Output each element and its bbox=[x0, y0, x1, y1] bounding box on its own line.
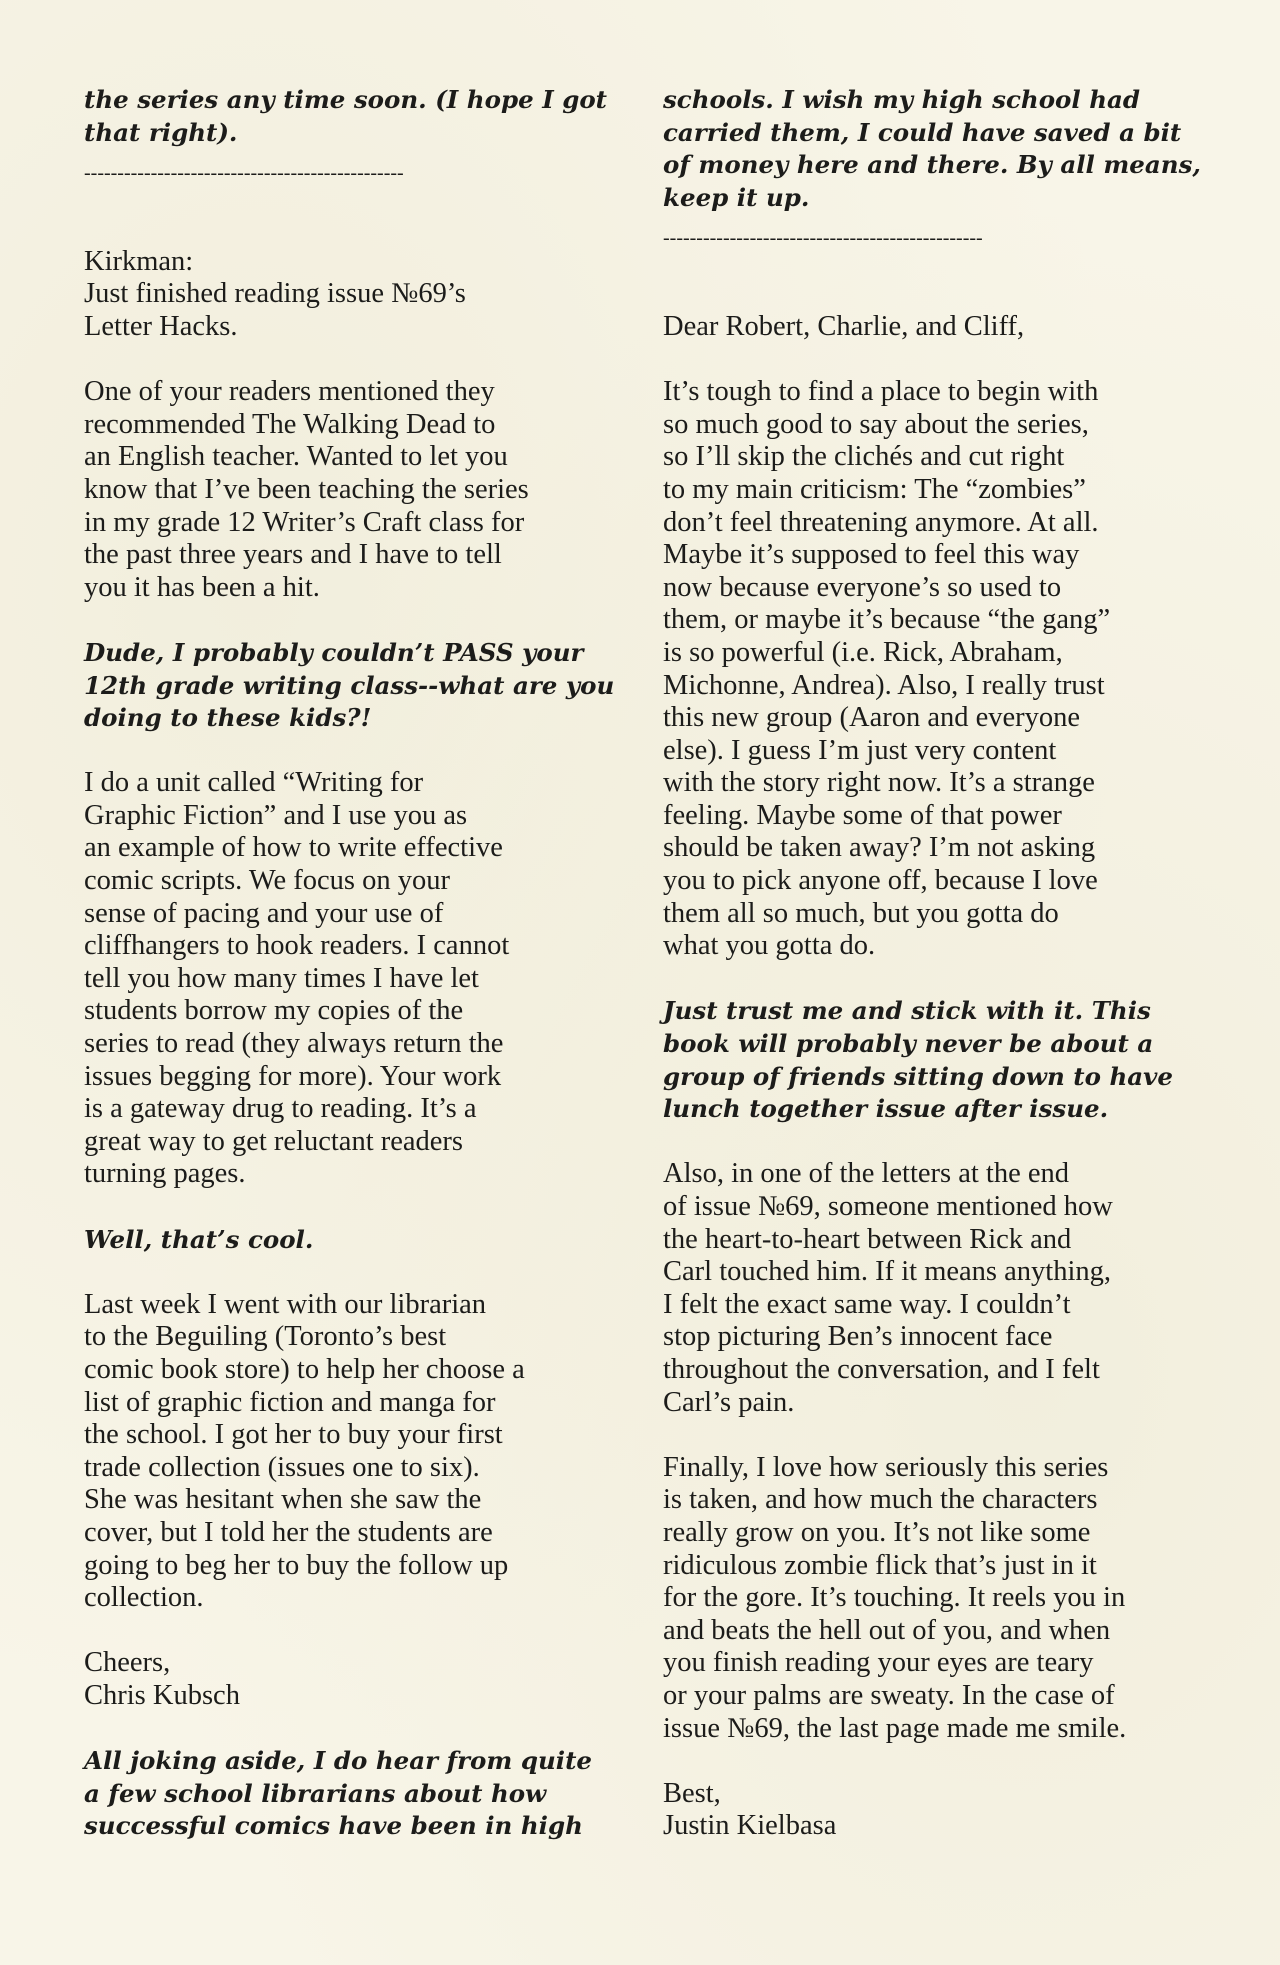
letter-divider: ------------------------------------------------ bbox=[663, 227, 983, 250]
editor-reply: Just trust me and stick with it. This book will probably never be about a group of friends sitting down to have lunch together issue after issue. bbox=[663, 996, 1173, 1124]
editor-reply: Well, that’s cool. bbox=[84, 1224, 314, 1254]
letter-salutation: Kirkman: Just finished reading issue №69’s Letter Hacks. bbox=[84, 245, 466, 342]
left-column bbox=[84, 84, 624, 1843]
editor-reply: All joking aside, I do hear from quite a few school librarians about how successful comics have been in high bbox=[84, 1746, 592, 1841]
letter-divider: ------------------------------------------------ bbox=[84, 162, 404, 185]
editor-reply-continued: schools. I wish my high school had carried them, I could have saved a bit of money here and there. By all means, keep it up. bbox=[663, 85, 1201, 212]
right-column bbox=[663, 84, 1203, 1843]
letter-signoff: Cheers, Chris Kubsch bbox=[84, 1647, 240, 1711]
letter-paragraph: It’s tough to find a place to begin with so much good to say about the series, so I’ll skip the clichés and cut right to my main criticism: The “zombies” don’t feel threatening anymore. At all. Maybe it’s supposed to feel this way now because everyone’s so used to them, or maybe it’s because “the gang” is so powerful (i.e. Rick, Abraham, Michonne, Andrea). Also, I really trust this new group (Aaron and everyone else). I guess I’m just very content with the story right now. It’s a strange feeling. Maybe some of that power should be taken away? I’m not asking you to pick anyone off, because I love them all so much, but you gotta do what you gotta do. bbox=[663, 376, 1111, 962]
letter-paragraph: Also, in one of the letters at the end of issue №69, someone mentioned how the heart-to-heart between Rick and Carl touched him. If it means anything, I felt the exact same way. I couldn’t stop picturing Ben’s innocent face throughout the conversation, and I felt Carl’s pain. bbox=[663, 1158, 1113, 1418]
letter-paragraph: Finally, I love how seriously this series is taken, and how much the characters really grow on you. It’s not like some ridiculous zombie flick that’s just in it for the gore. It’s touching. It reels you in and beats the hell out of you, and when you finish reading your eyes are teary or your palms are sweaty. In the case of issue №69, the last page made me smile. bbox=[663, 1451, 1127, 1744]
editor-reply-continued: the series any time soon. (I hope I got that right). bbox=[84, 85, 607, 147]
letter-paragraph: Last week I went with our librarian to the Beguiling (Toronto’s best comic book store) to help her choose a list of graphic fiction and manga for the school. I got her to buy your first trade collection (issues one to six). She was hesitant when she saw the cover, but I told her the students are going to beg her to buy the follow up collection. bbox=[84, 1288, 525, 1614]
letter-signoff: Best, Justin Kielbasa bbox=[663, 1777, 837, 1842]
letter-paragraph: One of your readers mentioned they recommended The Walking Dead to an English teacher. Wanted to let you know that I’ve been teaching the series in my grade 12 Writer’s Craft class for the past three years and I have to tell you it has been a hit. bbox=[84, 376, 529, 603]
editor-reply: Dude, I probably couldn’t PASS your 12th grade writing class--what are you doing to these kids?! bbox=[84, 637, 615, 733]
letter-salutation: Dear Robert, Charlie, and Cliff, bbox=[663, 310, 1025, 342]
letter-paragraph: I do a unit called “Writing for Graphic Fiction” and I use you as an example of how to write effective comic scripts. We focus on your sense of pacing and your use of cliffhangers to hook readers. I cannot tell you how many times I have let students borrow my copies of the series to read (they always return the issues begging for more). Your work is a gateway drug to reading. It’s a great way to get reluctant readers turning pages. bbox=[84, 767, 510, 1190]
